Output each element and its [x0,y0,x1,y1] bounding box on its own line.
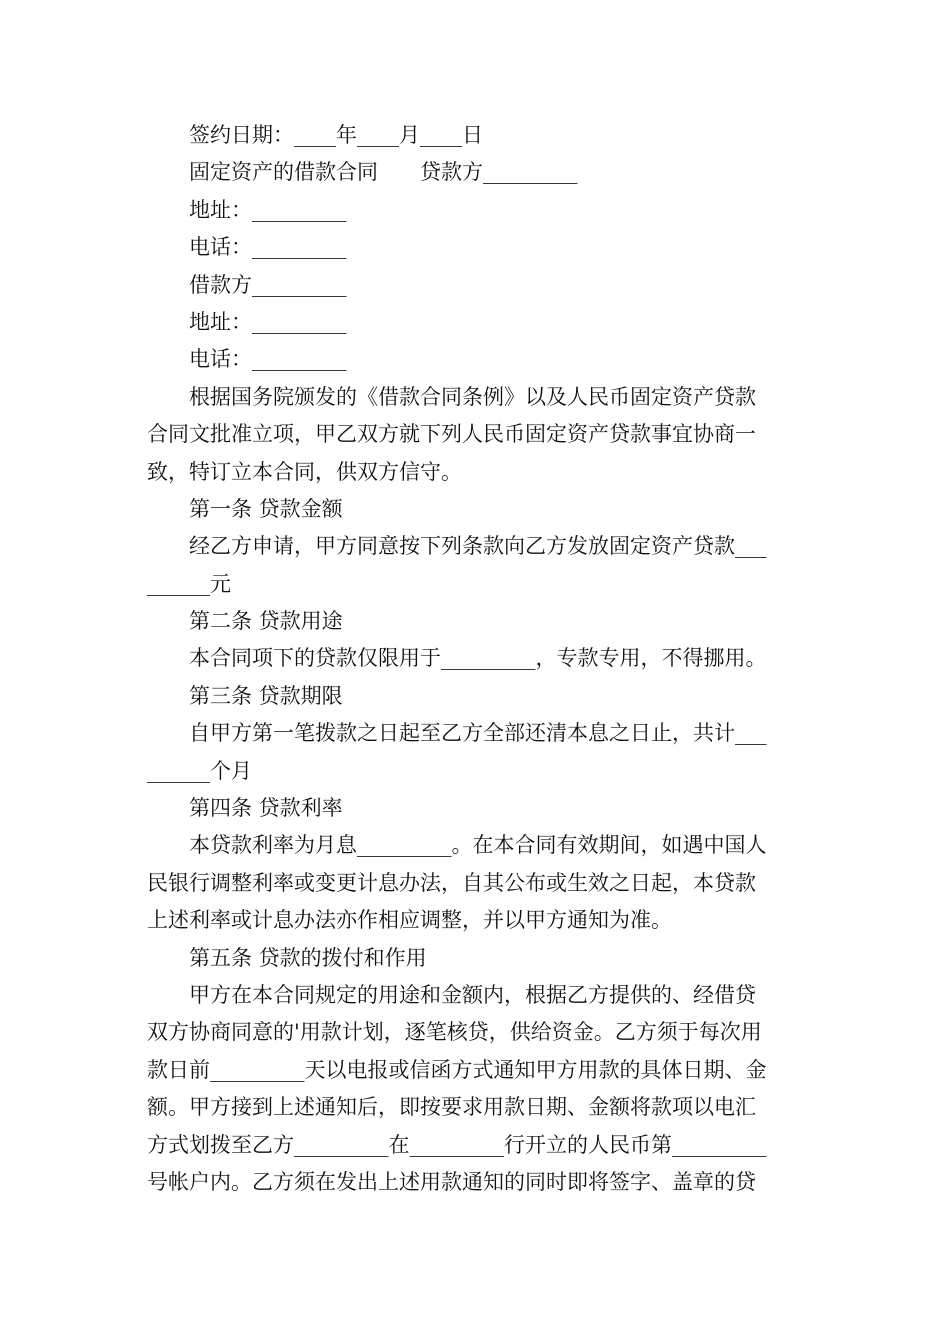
paragraph-line: 根据国务院颁发的《借款合同条例》以及人民币固定资产贷款 [189,384,756,409]
lender-phone-line: 电话：_________ [189,235,347,260]
borrower-address-line: 地址：_________ [189,309,347,334]
paragraph-line: 上述利率或计息办法亦作相应调整，并以甲方通知为准。 [147,908,672,933]
article-heading: 第三条 贷款期限 [189,683,343,708]
article-heading: 第五条 贷款的拨付和作用 [189,945,427,970]
borrower-line: 借款方_________ [189,272,347,297]
paragraph-line: 致，特订立本合同，供双方信守。 [147,459,462,484]
intro-paragraph [147,379,809,491]
article-1 [147,491,809,603]
paragraph-line: 款日前_________天以电报或信函方式通知甲方用款的具体日期、金 [147,1057,767,1082]
paragraph-line: 合同文批准立项，甲乙双方就下列人民币固定资产贷款事宜协商一 [147,422,756,447]
article-4 [147,790,809,940]
article-5 [147,940,809,1202]
document-content [147,117,809,1201]
paragraph-line: 本贷款利率为月息_________。在本合同有效期间，如遇中国人 [189,833,767,858]
paragraph-line: 经乙方申请，甲方同意按下列条款向乙方发放固定资产贷款___ [189,534,767,559]
article-heading: 第四条 贷款利率 [189,796,343,821]
paragraph-line: ______个月 [147,758,252,783]
paragraph-line: 本合同项下的贷款仅限用于_________，专款专用，不得挪用。 [189,646,767,671]
article-3 [147,678,809,790]
paragraph-line: 自甲方第一笔拨款之日起至乙方全部还清本息之日止，共计___ [189,721,767,746]
paragraph-line: 甲方在本合同规定的用途和金额内，根据乙方提供的、经借贷 [189,982,756,1007]
lender-address-line: 地址：_________ [189,197,347,222]
paragraph-line: 额。甲方接到上述通知后，即按要求用款日期、金额将款项以电汇 [147,1095,756,1120]
paragraph-line: 方式划拨至乙方_________在_________行开立的人民币第_________ [147,1132,767,1157]
paragraph-line: 民银行调整利率或变更计息办法，自其公布或生效之日起，本贷款 [147,870,756,895]
paragraph-line: ______元 [147,571,231,596]
article-heading: 第一条 贷款金额 [189,496,343,521]
contract-title-lender-line: 固定资产的借款合同 贷款方_________ [189,160,578,185]
signing-date-line: 签约日期：____年____月____日 [189,123,483,147]
article-heading: 第二条 贷款用途 [189,609,343,634]
paragraph-line: 号帐户内。乙方须在发出上述用款通知的同时即将签字、盖章的贷 [147,1169,756,1194]
borrower-phone-line: 电话：_________ [189,347,347,372]
paragraph-line: 双方协商同意的'用款计划，逐笔核贷，供给资金。乙方须于每次用 [147,1020,762,1045]
article-2 [147,603,809,678]
